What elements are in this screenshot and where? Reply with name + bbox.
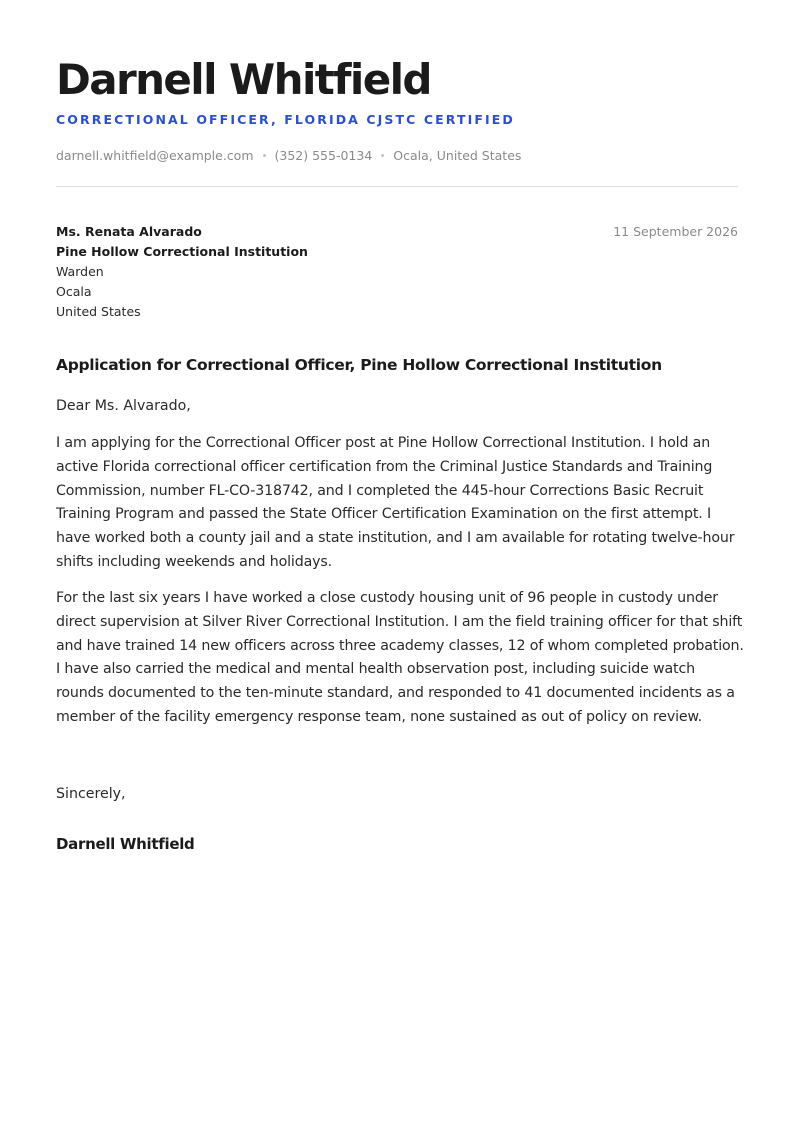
contact-phone[interactable]: (352) 555-0134 [274,148,373,163]
letter-subject: Application for Correctional Officer, Pine Hollow Correctional Institution [56,356,662,374]
letter-closing: Sincerely, [56,786,126,802]
applicant-name: Darnell Whitfield [56,55,431,104]
contact-line [56,148,521,163]
contact-email[interactable]: darnell.whitfield@example.com [56,148,254,163]
recipient-name: Ms. Renata Alvarado [56,224,202,239]
recipient-country: United States [56,304,141,319]
header-divider [56,186,738,187]
contact-location: Ocala, United States [393,148,522,163]
recipient-city: Ocala [56,284,92,299]
letter-signature: Darnell Whitfield [56,835,195,853]
letter-date: 11 September 2026 [613,224,738,239]
separator-dot-icon [263,154,266,157]
recipient-organization: Pine Hollow Correctional Institution [56,244,308,259]
letter-paragraph: For the last six years I have worked a close custody housing unit of 96 people in custody under direct supervision at Silver River Correctional Institution. I am the field training officer for that shift and have trained 14 new officers across three academy classes, 12 of whom completed probation. I have also carried the medical and mental health observation post, including suicide watch rounds documented to the ten-minute standard, and responded to 41 documented incidents as a member of the facility emergency response team, none sustained as out of policy on review. [56,590,744,725]
separator-dot-icon [381,154,384,157]
letter-paragraph: I am applying for the Correctional Officer post at Pine Hollow Correctional Institution. I hold an active Florida correctional officer certification from the Criminal Justice Standards and Training Commission, number FL-CO-318742, and I completed the 445-hour Corrections Basic Recruit Training Program and passed the State Officer Certification Examination on the first attempt. I have worked both a county jail and a state institution, and I am available for rotating twelve-hour shifts including weekends and holidays. [56,435,735,570]
applicant-role: CORRECTIONAL OFFICER, FLORIDA CJSTC CERTIFIED [56,112,515,127]
recipient-title: Warden [56,264,104,279]
letter-salutation: Dear Ms. Alvarado, [56,398,191,414]
recipient-block [56,222,308,322]
